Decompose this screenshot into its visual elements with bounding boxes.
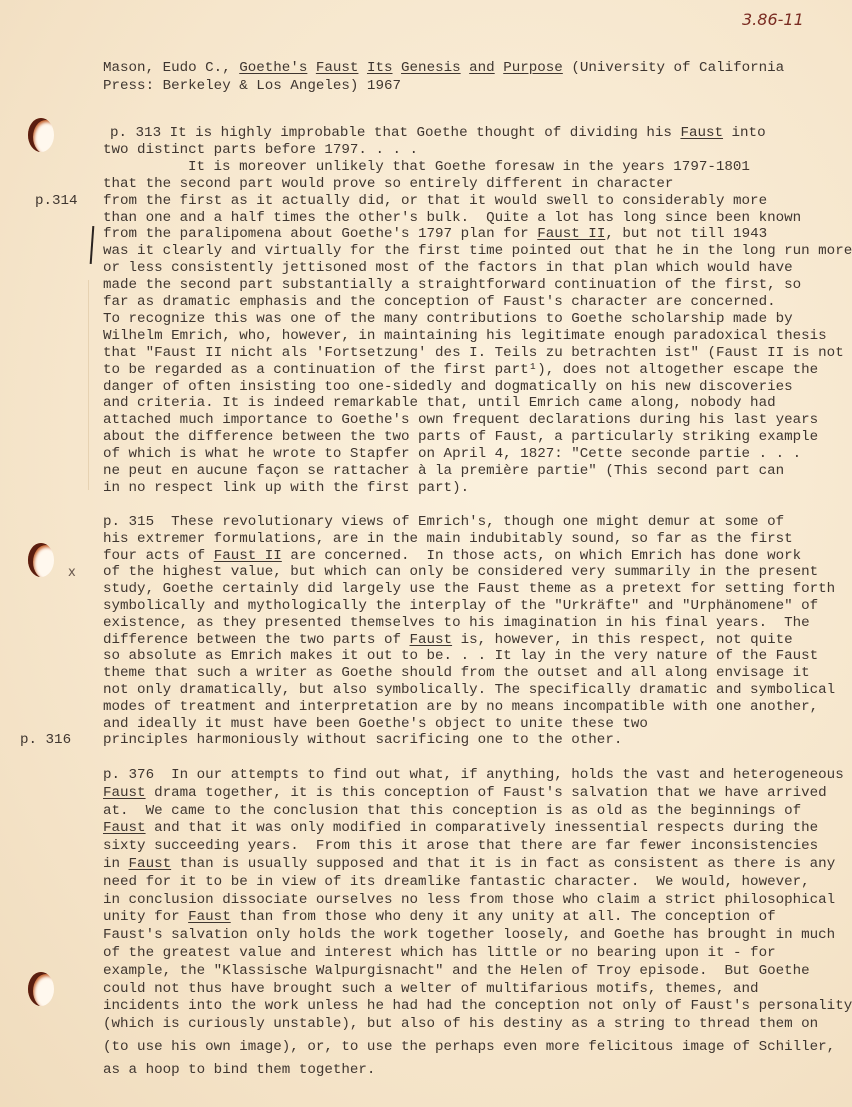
excerpt-p376-line	[103, 802, 801, 820]
underlined-title: Faust	[103, 820, 146, 837]
underlined-title: Genesis	[401, 60, 461, 76]
text-segment: far as dramatic emphasis and the conception of Faust's character are concerned.	[103, 294, 776, 310]
excerpt-p376-line	[103, 1038, 835, 1056]
text-segment	[495, 60, 504, 76]
text-segment: his extremer formulations, are in the main indubitably sound, so far as the first	[103, 530, 793, 547]
text-segment	[461, 60, 470, 76]
text-segment: from the paralipomena about Goethe's 1797 plan for	[103, 226, 538, 243]
text-segment: sixty succeeding years. From this it arose that there are far fewer inconsistencies	[103, 838, 819, 855]
text-segment: could not thus have brought such a welter of multifarious motifs, themes, and	[103, 980, 759, 997]
underlined-title: Faust	[188, 909, 231, 926]
text-segment: to be regarded as a continuation of the first part¹), does not altogether escape the	[103, 361, 819, 378]
excerpt-p315-line	[103, 513, 784, 531]
text-segment: drama together, it is this conception of Faust's salvation that we have arrived	[145, 784, 827, 801]
excerpt-p376-line	[103, 891, 835, 909]
underlined-title: Faust II	[213, 547, 282, 564]
text-segment: Press: Berkeley & Los Angeles) 1967	[103, 77, 401, 94]
text-segment: principles harmoniously without sacrificing one to the other.	[103, 732, 623, 749]
excerpt-p315-line	[103, 597, 818, 615]
text-segment: in no respect link up with the first part).	[103, 479, 470, 496]
excerpt-p313-line	[103, 428, 818, 446]
text-segment: (which is curiously unstable), but also of his destiny as a string to thread them on	[103, 1016, 819, 1033]
text-segment	[307, 60, 316, 76]
underlined-title: Faust	[409, 631, 453, 648]
excerpt-p376-line	[103, 855, 835, 873]
underlined-title: Faust	[103, 784, 146, 801]
excerpt-p313-line	[103, 192, 767, 210]
text-segment: as a hoop to bind them together.	[103, 1061, 376, 1078]
excerpt-p376-line	[103, 1015, 818, 1033]
excerpt-p376-line	[103, 784, 827, 802]
underlined-title: and	[469, 60, 495, 76]
text-segment: in	[103, 856, 129, 872]
punch-hole	[28, 543, 54, 577]
text-segment: need for it to be in view of its dreamlike fantastic character. We would, however,	[103, 873, 810, 890]
faint-margin-line	[88, 280, 89, 490]
excerpt-p313-line	[188, 158, 750, 176]
excerpt-p315-line	[103, 547, 801, 565]
excerpt-p315-line	[103, 715, 648, 733]
punch-hole	[28, 972, 54, 1006]
text-segment: modes of treatment and interpretation are by no means incompatible with one another,	[103, 698, 819, 715]
excerpt-p313-line	[103, 141, 418, 159]
text-segment: attached much importance to Goethe's own frequent declarations during his last years	[103, 412, 819, 429]
text-segment: incidents into the work unless he had had the conception not only of Faust's personality	[103, 998, 852, 1015]
excerpt-p376-line	[103, 819, 818, 837]
excerpt-p313-line	[103, 411, 818, 429]
text-segment: (to use his own image), or, to use the perhaps even more felicitous image of Schiller,	[103, 1039, 836, 1055]
excerpt-p313-line	[103, 462, 784, 480]
text-segment: Wilhelm Emrich, who, however, in maintaining his legitimate enough paradoxical thesis	[103, 327, 827, 344]
text-segment: symbolically and mythologically the interplay of the "Urkräfte" and "Urphänomene" of	[103, 598, 819, 614]
excerpt-p376-line	[103, 1061, 375, 1079]
excerpt-p313-line	[103, 445, 801, 463]
text-segment: not only dramatically, but also symbolically. The specifically dramatic and symbolical	[103, 682, 836, 698]
excerpt-p313-line	[103, 293, 776, 311]
excerpt-p313-line	[103, 310, 793, 328]
excerpt-p376-line	[103, 766, 844, 784]
text-segment: of the greatest value and interest which has little or no bearing upon it - for	[103, 945, 776, 961]
excerpt-p313-line	[103, 344, 844, 362]
text-segment: is, however, in this respect, not quite	[452, 631, 793, 648]
excerpt-p313-line	[103, 259, 793, 277]
excerpt-p313-line	[103, 479, 469, 497]
excerpt-p313-line	[103, 209, 801, 227]
text-segment: about the difference between the two parts of Faust, a particularly striking example	[103, 429, 819, 446]
excerpt-p313-line	[110, 124, 766, 142]
margin-note-p316: p. 316	[20, 732, 72, 748]
text-segment: p. 376 In our attempts to find out what, if anything, holds the vast and heterogeneous	[103, 767, 844, 783]
excerpt-p376-line	[103, 837, 818, 855]
text-segment: into	[723, 125, 766, 141]
underlined-title: Its	[366, 60, 393, 76]
text-segment: It is moreover unlikely that Goethe foresaw in the years 1797-1801	[188, 158, 750, 175]
text-segment: theme that such a writer as Goethe should from the outset and all along envisage it	[103, 665, 810, 682]
text-segment: (University of California	[562, 60, 785, 76]
text-segment: four acts of	[103, 547, 214, 564]
text-segment: example, the "Klassische Walpurgisnacht" and the Helen of Troy episode. But Goethe	[103, 962, 810, 979]
text-segment: ne peut en aucune façon se rattacher à la première partie" (This second part can	[103, 463, 785, 479]
text-segment: and criteria. It is indeed remarkable that, until Emrich came along, nobody had	[103, 395, 776, 412]
excerpt-p313-line	[103, 378, 793, 396]
text-segment	[393, 60, 402, 76]
text-segment: than one and a half times the other's bulk. Quite a lot has long since been known	[103, 209, 802, 226]
text-segment: and that it was only modified in comparatively inessential respects during the	[145, 820, 819, 837]
pencil-x-mark: x	[68, 565, 76, 580]
text-segment: difference between the two parts of	[103, 631, 410, 648]
excerpt-p313-line	[103, 225, 767, 243]
excerpt-p376-line	[103, 873, 810, 891]
underlined-title: Faust	[128, 856, 172, 872]
excerpt-p313-line	[103, 394, 776, 412]
text-segment: and ideally it must have been Goethe's object to unite these two	[103, 715, 648, 732]
text-segment: Mason, Eudo C.,	[103, 60, 240, 76]
text-segment: so absolute as Emrich makes it out to be. . . It lay in the very nature of the Faust	[103, 648, 819, 665]
excerpt-p313-line	[103, 327, 827, 345]
excerpt-p315-line	[103, 664, 810, 682]
text-segment: danger of often insisting too one-sidedly and dogmatically on his new discoveries	[103, 378, 793, 395]
underlined-title: Goethe's	[239, 60, 308, 76]
text-segment: made the second part substantially a straightforward continuation of the first, so	[103, 277, 802, 294]
excerpt-p313-line	[103, 361, 818, 379]
excerpt-p315-line	[103, 530, 793, 548]
excerpt-p376-line	[103, 997, 852, 1015]
excerpt-p315-line	[103, 563, 818, 581]
text-segment: study, Goethe certainly did largely use the Faust theme as a pretext for setting forth	[103, 581, 836, 598]
excerpt-p315-line	[103, 731, 622, 749]
text-segment: from the first as it actually did, or that it would swell to considerably more	[103, 192, 768, 209]
text-segment: p. 313 It is highly improbable that Goethe thought of dividing his	[110, 125, 681, 141]
text-segment: , but not till 1943	[605, 226, 768, 243]
margin-note-p314: p.314	[35, 193, 78, 209]
text-segment: or less consistently jettisoned most of the factors in that plan which would have	[103, 260, 793, 277]
excerpt-p313-line	[103, 175, 673, 193]
excerpt-p376-line	[103, 908, 776, 926]
citation-line	[103, 77, 401, 95]
excerpt-p313-line	[103, 276, 801, 294]
text-segment: Faust's salvation only holds the work together loosely, and Goethe has brought in much	[103, 927, 836, 944]
text-segment: was it clearly and virtually for the first time pointed out that he in the long run more	[103, 243, 852, 260]
underlined-title: Purpose	[503, 60, 563, 76]
underlined-title: Faust	[680, 125, 724, 141]
punch-hole	[28, 118, 54, 152]
text-segment: at. We came to the conclusion that this conception is as old as the beginnings of	[103, 802, 802, 819]
text-segment: two distinct parts before 1797. . . .	[103, 141, 419, 158]
handwritten-catalog-number: 3.86-11	[742, 10, 804, 29]
excerpt-p315-line	[103, 614, 810, 632]
underlined-title: Faust II	[537, 226, 606, 243]
text-segment: than from those who deny it any unity at all. The conception of	[230, 909, 776, 926]
text-segment: of which is what he wrote to Stapfer on April 4, 1827: "Cette seconde partie . . .	[103, 446, 802, 463]
text-segment	[358, 60, 367, 76]
text-segment: in conclusion dissociate ourselves no less from those who claim a strict philosophical	[103, 891, 836, 908]
excerpt-p376-line	[103, 962, 810, 980]
citation-line	[103, 59, 784, 77]
excerpt-p376-line	[103, 944, 776, 962]
excerpt-p376-line	[103, 980, 759, 998]
text-segment: To recognize this was one of the many contributions to Goethe scholarship made by	[103, 310, 793, 327]
text-segment: that the second part would prove so entirely different in character	[103, 175, 674, 192]
text-segment: p. 315 These revolutionary views of Emrich's, though one might demur at some of	[103, 514, 785, 530]
excerpt-p315-line	[103, 681, 835, 699]
pencil-margin-mark	[90, 226, 95, 264]
underlined-title: Faust	[315, 60, 359, 76]
text-segment: that "Faust II nicht als 'Fortsetzung' des I. Teils zu betrachten ist" (Faust II is not	[103, 344, 844, 361]
text-segment: than is usually supposed and that it is in fact as consistent as there is any	[171, 856, 836, 872]
excerpt-p313-line	[103, 242, 852, 260]
text-segment: unity for	[103, 909, 189, 926]
excerpt-p315-line	[103, 698, 818, 716]
excerpt-p315-line	[103, 580, 835, 598]
excerpt-p315-line	[103, 631, 793, 649]
text-segment: existence, as they presented themselves to his imagination in his final years. The	[103, 614, 810, 631]
text-segment: of the highest value, but which can only be considered very summarily in the present	[103, 564, 819, 581]
text-segment: are concerned. In those acts, on which Emrich has done work	[281, 547, 802, 564]
excerpt-p376-line	[103, 926, 835, 944]
excerpt-p315-line	[103, 647, 818, 665]
